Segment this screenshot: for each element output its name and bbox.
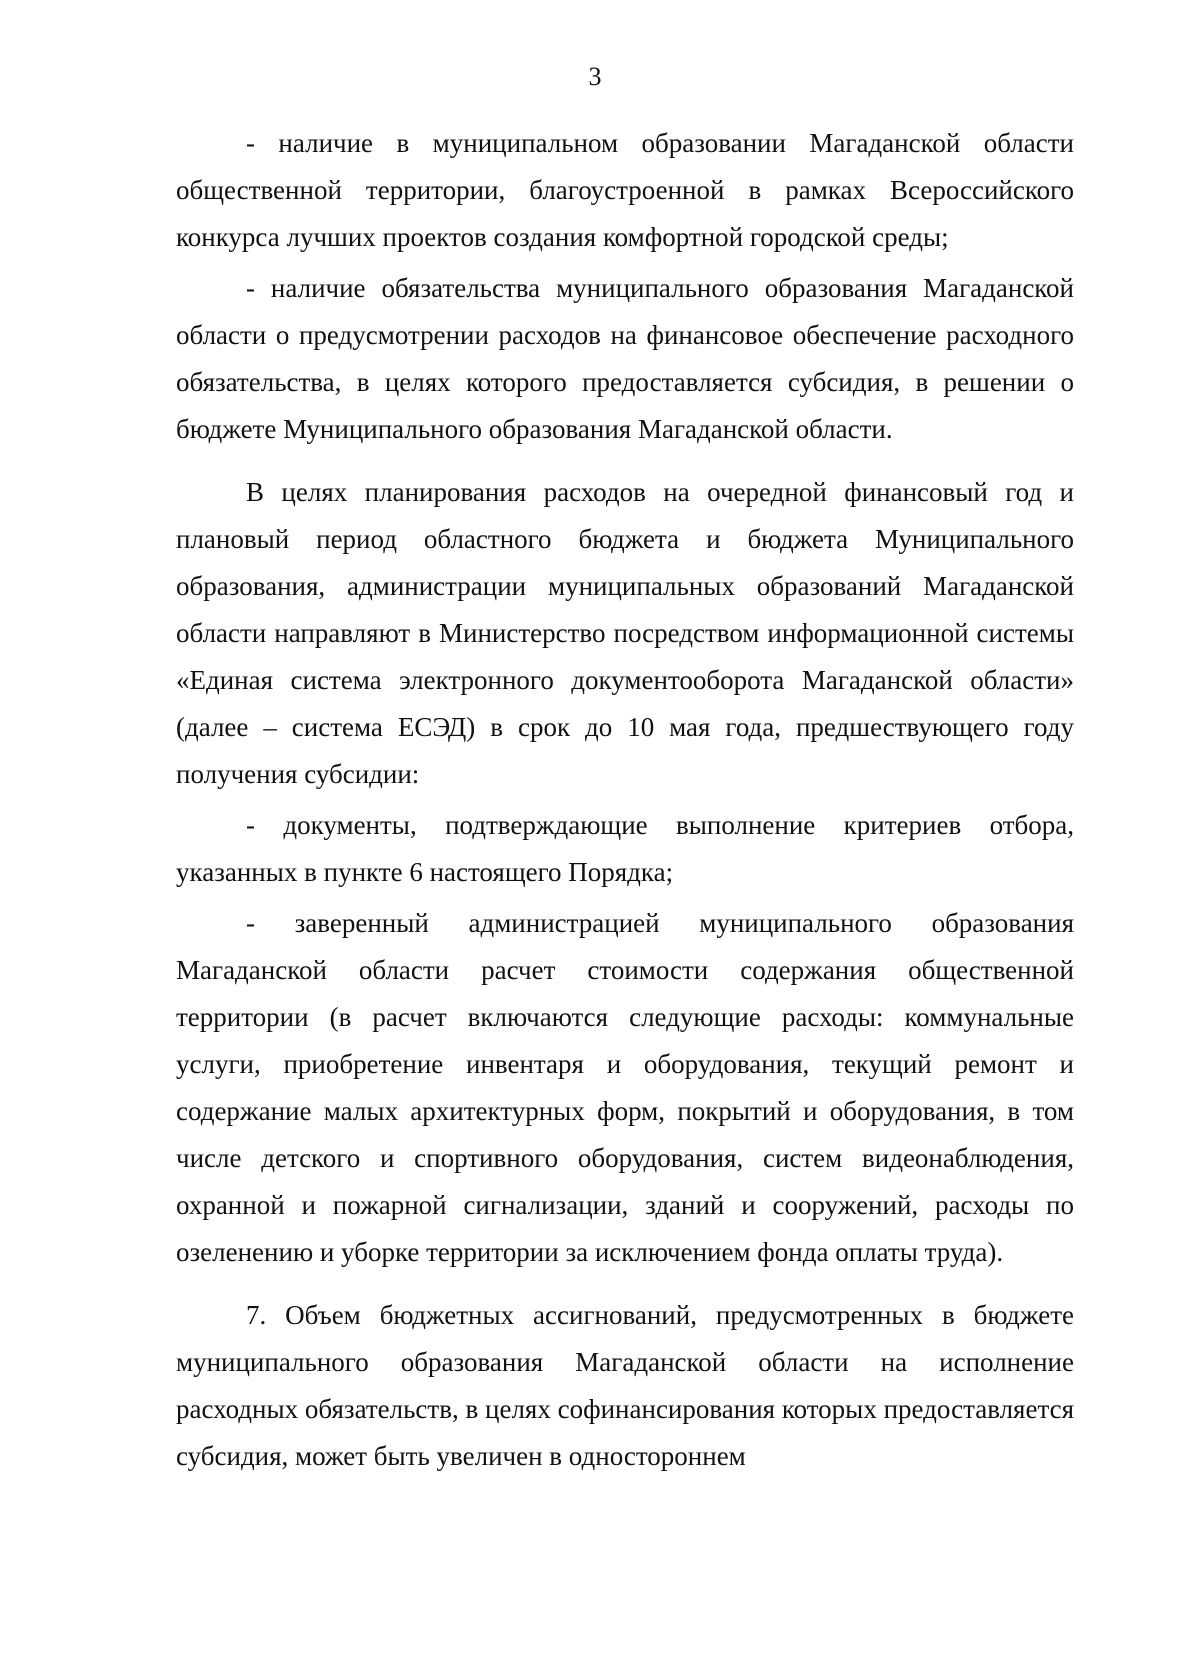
paragraph-criterion-obligation: - наличие обязательства муниципального образования Магаданской области о предусмотрении расходов на финансовое обеспечение расходного обязательства, в целях которого предоставляется субсидия, в решении о бюджете Муниципального образования Магаданской области. bbox=[176, 273, 1074, 444]
paragraph-cost-calculation: - заверенный администрацией муниципального образования Магаданской области расчет стоимости содержания общественной территории (в расчет включаются следующие расходы: коммунальные услуги, приобретение инвентаря и оборудования, текущий ремонт и содержание малых архитектурных форм, покрытий и оборудования, в том числе детского и спортивного оборудования, систем видеонаблюдения, охранной и пожарной сигнализации, зданий и сооружений, расходы по озеленению и уборке территории за исключением фонда оплаты труда). bbox=[176, 908, 1074, 1267]
document-body bbox=[176, 120, 1074, 1480]
paragraph-criterion-territory: - наличие в муниципальном образовании Магаданской области общественной территории, благоустроенной в рамках Всероссийского конкурса лучших проектов создания комфортной городской среды; bbox=[176, 128, 1074, 252]
paragraph-planning: В целях планирования расходов на очередной финансовый год и плановый период областного бюджета и бюджета Муниципального образования, администрации муниципальных образований Магаданской области направляют в Министерство посредством информационной системы «Единая система электронного документооборота Магаданской области» (далее – система ЕСЭД) в срок до 10 мая года, предшествующего году получения субсидии: bbox=[176, 477, 1074, 789]
page-number: 3 bbox=[588, 62, 602, 91]
paragraph-item-7: 7. Объем бюджетных ассигнований, предусмотренных в бюджете муниципального образования Магаданской области на исполнение расходных обязательств, в целях софинансирования которых предоставляется субсидия, может быть увеличен в одностороннем bbox=[176, 1300, 1074, 1471]
paragraph-documents: - документы, подтверждающие выполнение критериев отбора, указанных в пункте 6 настоящего Порядка; bbox=[176, 810, 1074, 887]
